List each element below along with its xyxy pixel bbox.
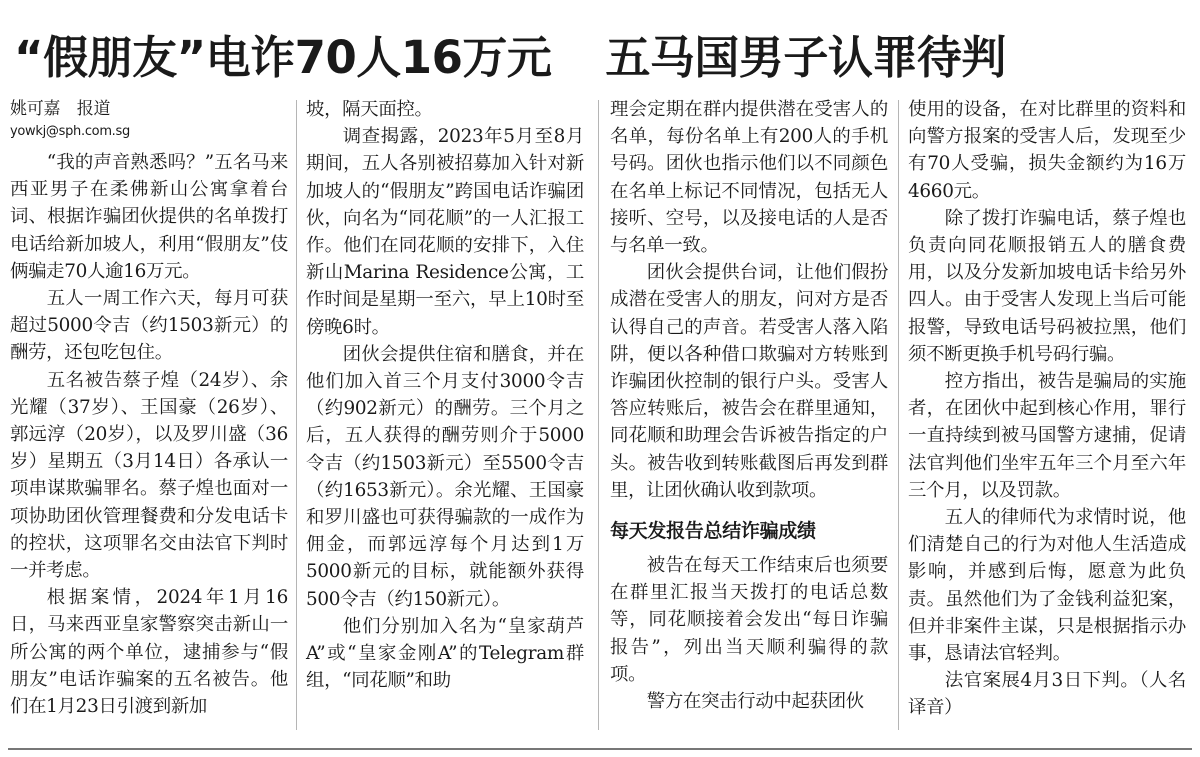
headline [14,22,1194,94]
paragraph: 团伙会提供住宿和膳食，并在他们加入首三个月支付3000令吉（约902新元）的酬劳。三个月之后，五人获得的酬劳则介于5000令吉（约1503新元）至5500令吉（约1653新元）。余光耀、王国豪和罗川盛也可获得骗款的一成作为佣金，而郭远淳每个月达到1万5000新元的目标，就能额外获得500令吉（约150新元）。 [306,343,584,610]
bottom-rule [8,748,1192,750]
paragraph: 被告在每天工作结束后也须要在群里汇报当天拨打的电话总数等，同花顺接着会发出“每日诈骗报告”，列出当天顺利骗得的款项。 [610,555,888,685]
paragraph: 五人一周工作六天，每月可获超过5000令吉（约1503新元）的酬劳，还包吃包住。 [10,288,288,364]
paragraph: 五人的律师代为求情时说，他们清楚自己的行为对他人生活造成影响，并感到后悔，愿意为此负责。虽然他们为了金钱利益犯案，但并非案件主谋，只是根据指示办事，恳请法官轻判。 [908,507,1186,665]
article-column-1 [10,96,288,720]
paragraph: 控方指出，被告是骗局的实施者，在团伙中起到核心作用，罪行一直持续到被马国警方逮捕，促请法官判他们坐牢五年三个月至六年三个月，以及罚款。 [908,371,1186,501]
paragraph: 他们分别加入名为“皇家葫芦A”或“皇家金刚A”的Telegram群组，“同花顺”和助 [306,615,584,692]
paragraph: 五名被告蔡子煌（24岁）、余光耀（37岁）、王国豪（26岁）、郭远淳（20岁），以及罗川盛（36岁）星期五（3月14日）各承认一项串谋欺骗罪名。蔡子煌也面对一项协助团伙管理餐费和分发电话卡的控状，这项罪名交由法官下判时一并考虑。 [10,369,288,582]
paragraph-continuation: 使用的设备，在对比群里的资料和向警方报案的受害人后，发现至少有70人受骗，损失金额约为16万4660元。 [908,99,1186,202]
paragraph-continuation: 坡，隔天面控。 [306,99,433,120]
paragraph: 调查揭露，2023年5月至8月期间，五人各别被招募加入针对新加坡人的“假朋友”跨国电话诈骗团伙，向名为“同花顺”的一人汇报工作。他们在同花顺的安排下，入住新山Marina Residence公寓，工作时间是星期一至六，早上10时至傍晚6时。 [306,126,584,338]
paragraph: “我的声音熟悉吗？”五名马来西亚男子在柔佛新山公寓拿着台词、根据诈骗团伙提供的名单拨打电话给新加坡人，利用“假朋友”伎俩骗走70人逾16万元。 [10,152,288,282]
paragraph: 法官案展4月3日下判。（人名译音） [908,670,1186,719]
article-column-3 [610,96,888,715]
headline-part1: “假朋友”电诈70人16万元 [14,31,552,84]
paragraph: 团伙会提供台词，让他们假扮成潜在受害人的朋友，问对方是否认得自己的声音。若受害人落入陷阱，便以各种借口欺骗对方转账到诈骗团伙控制的银行户头。受害人答应转账后，被告会在群里通知，同花顺和助理会告诉被告指定的户头。被告收到转账截图后再发到群里，让团伙确认收到款项。 [610,262,888,501]
byline-email: yowkj@sph.com.sg [10,124,130,139]
column-divider [296,100,297,730]
byline-author: 姚可嘉 报道 [10,99,111,119]
article-column-4 [908,96,1186,722]
paragraph-continuation: 理会定期在群内提供潜在受害人的名单，每份名单上有200人的手机号码。团伙也指示他们以不同颜色在名单上标记不同情况，包括无人接听、空号，以及接电话的人是否与名单一致。 [610,99,888,257]
paragraph: 除了拨打诈骗电话，蔡子煌也负责向同花顺报销五人的膳食费用，以及分发新加坡电话卡给另外四人。由于受害人发现上当后可能报警，导致电话号码被拉黑，他们须不断更换手机号码行骗。 [908,207,1186,365]
column-divider [898,100,899,730]
subheading: 每天发报告总结诈骗成绩 [610,520,816,543]
column-divider [598,100,599,730]
paragraph: 警方在突击行动中起获团伙 [646,691,864,713]
headline-part2: 五马国男子认罪待判 [605,31,1006,84]
article-column-2 [306,96,584,694]
paragraph: 根据案情，2024年1月16日，马来西亚皇家警察突击新山一所公寓的两个单位，逮捕参与“假朋友”电话诈骗案的五名被告。他们在1月23日引渡到新加 [10,587,288,718]
